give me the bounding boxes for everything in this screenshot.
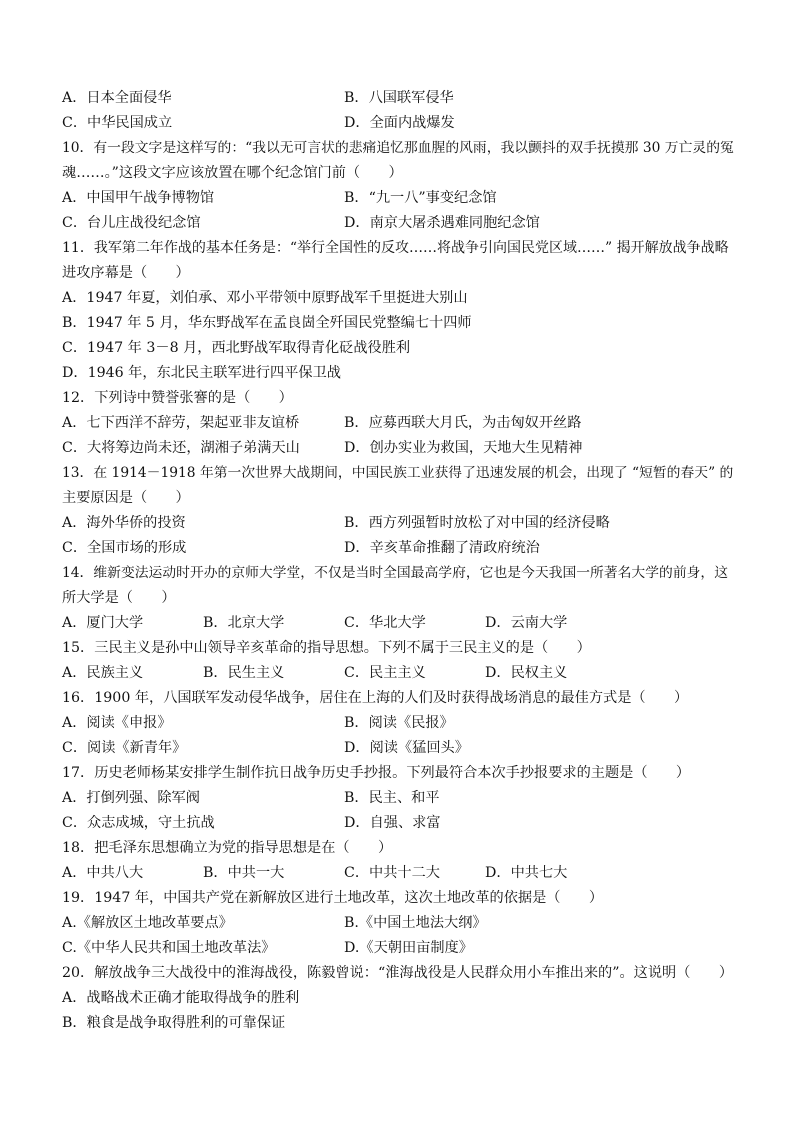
- question-17-stem: 17．历史老师杨某安排学生制作抗日战争历史手抄报。下列最符合本次手抄报要求的主题是（ ）: [62, 765, 691, 781]
- option-b: B．北京大学: [203, 615, 285, 631]
- question-10-options-row-1: [62, 186, 734, 211]
- option-b: B．民生主义: [203, 665, 285, 681]
- option-a: A．打倒列强、除军阀: [62, 790, 200, 806]
- option-d: D．创办实业为救国，天地大生见精神: [344, 440, 583, 456]
- option-d: D．自强、求富: [344, 815, 441, 831]
- exam-page: [62, 86, 734, 1036]
- option-b: B．中共一大: [203, 865, 285, 881]
- option-d: D．阅读《猛回头》: [344, 740, 469, 756]
- option-b: B．阅读《民报》: [344, 715, 454, 731]
- option-a: A．阅读《申报》: [62, 715, 172, 731]
- question-14-stem-line-1: 14．维新变法运动时开办的京师大学堂，不仅是当时全国最高学府，它也是今天我国一所著名大学的前身，这: [62, 565, 729, 581]
- option-d: D．辛亥革命推翻了清政府统治: [344, 540, 540, 556]
- option-c: C．民主主义: [344, 665, 426, 681]
- option-c: C．中华民国成立: [62, 115, 173, 131]
- option-d: D．全面内战爆发: [344, 115, 455, 131]
- question-10-options-row-2: [62, 211, 734, 236]
- question-17-options-row-1: [62, 786, 734, 811]
- question-11-stem-line-1: 11．我军第二年作战的基本任务是：“举行全国性的反攻……将战争引向国民党区域……” 揭开解放战争战略: [62, 240, 729, 256]
- question-14-stem-line-2: 所大学是（ ）: [62, 590, 176, 606]
- option-a: A．海外华侨的投资: [62, 515, 186, 531]
- option-c: C．众志成城，守土抗战: [62, 815, 215, 831]
- question-10-stem-line-2: 魂……。”这段文字应该放置在哪个纪念馆门前（ ）: [62, 165, 403, 181]
- question-15-options: [62, 661, 734, 686]
- option-b: B.《中国土地法大纲》: [344, 915, 487, 931]
- question-20-stem: 20．解放战争三大战役中的淮海战役，陈毅曾说：“淮海战役是人民群众用小车推出来的”。这说明（ ）: [62, 965, 734, 981]
- option-b: B．粮食是战争取得胜利的可靠保证: [62, 1015, 286, 1031]
- prev-question-options-row-1: [62, 86, 734, 111]
- option-b: B．应募西联大月氏，为击匈奴开丝路: [344, 415, 582, 431]
- option-c: C．华北大学: [344, 615, 426, 631]
- option-c: C．大将筹边尚未还，湖湘子弟满天山: [62, 440, 300, 456]
- question-16-stem: 16．1900 年，八国联军发动侵华战争，居住在上海的人们及时获得战场消息的最佳方式是（ ）: [62, 690, 689, 706]
- option-d: D．中共七大: [485, 865, 568, 881]
- question-19-options-row-2: [62, 936, 734, 961]
- option-d: D．民权主义: [485, 665, 568, 681]
- question-13-stem-line-2: 主要原因是（ ）: [62, 490, 190, 506]
- question-15-stem: 15．三民主义是孙中山领导辛亥革命的指导思想。下列不属于三民主义的是（ ）: [62, 640, 591, 656]
- question-16-options-row-1: [62, 711, 734, 736]
- question-12-options-row-2: [62, 436, 734, 461]
- option-a: A.《解放区土地改革要点》: [62, 915, 233, 931]
- option-b: B．1947 年 5 月，华东野战军在孟良崮全歼国民党整编七十四师: [62, 315, 472, 331]
- option-b: B．西方列强暂时放松了对中国的经济侵略: [344, 515, 610, 531]
- question-10-stem-line-1: 10．有一段文字是这样写的：“我以无可言状的悲痛追忆那血腥的风雨，我以颤抖的双手抚摸那 30 万亡灵的冤: [62, 140, 734, 156]
- option-c: C．1947 年 3－8 月，西北野战军取得青化砭战役胜利: [62, 340, 411, 356]
- option-b: B．“九一八”事变纪念馆: [344, 190, 497, 206]
- option-a: A．民族主义: [62, 665, 144, 681]
- option-b: B．民主、和平: [344, 790, 440, 806]
- option-c: C．中共十二大: [344, 865, 440, 881]
- question-18-options: [62, 861, 734, 886]
- question-13-options-row-2: [62, 536, 734, 561]
- option-d: D.《天朝田亩制度》: [344, 940, 473, 956]
- option-a: A．战略战术正确才能取得战争的胜利: [62, 990, 300, 1006]
- question-14-options: [62, 611, 734, 636]
- option-c: C．台儿庄战役纪念馆: [62, 215, 201, 231]
- option-c: C.《中华人民共和国土地改革法》: [62, 940, 276, 956]
- question-12-options-row-1: [62, 411, 734, 436]
- question-16-options-row-2: [62, 736, 734, 761]
- question-19-stem: 19．1947 年，中国共产党在新解放区进行土地改革，这次土地改革的依据是（ ）: [62, 890, 604, 906]
- option-d: D．云南大学: [485, 615, 568, 631]
- question-17-options-row-2: [62, 811, 734, 836]
- question-12-stem: 12．下列诗中赞誉张謇的是（ ）: [62, 390, 293, 406]
- option-a: A．厦门大学: [62, 615, 144, 631]
- question-13-options-row-1: [62, 511, 734, 536]
- option-a: A．七下西洋不辞劳，架起亚非友谊桥: [62, 415, 300, 431]
- prev-question-options-row-2: [62, 111, 734, 136]
- option-d: D．1946 年，东北民主联军进行四平保卫战: [62, 365, 341, 381]
- option-a: A．日本全面侵华: [62, 90, 172, 106]
- question-11-stem-line-2: 进攻序幕是（ ）: [62, 265, 190, 281]
- option-a: A．1947 年夏，刘伯承、邓小平带领中原野战军千里挺进大别山: [62, 290, 468, 306]
- question-13-stem-line-1: 13．在 1914－1918 年第一次世界大战期间，中国民族工业获得了迅速发展的机会，出现了 “短暂的春天” 的: [62, 465, 734, 481]
- option-b: B．八国联军侵华: [344, 90, 454, 106]
- option-c: C．全国市场的形成: [62, 540, 187, 556]
- question-19-options-row-1: [62, 911, 734, 936]
- option-a: A．中国甲午战争博物馆: [62, 190, 215, 206]
- option-d: D．南京大屠杀遇难同胞纪念馆: [344, 215, 540, 231]
- question-18-stem: 18．把毛泽东思想确立为党的指导思想是在（ ）: [62, 840, 393, 856]
- option-a: A．中共八大: [62, 865, 144, 881]
- option-c: C．阅读《新青年》: [62, 740, 187, 756]
